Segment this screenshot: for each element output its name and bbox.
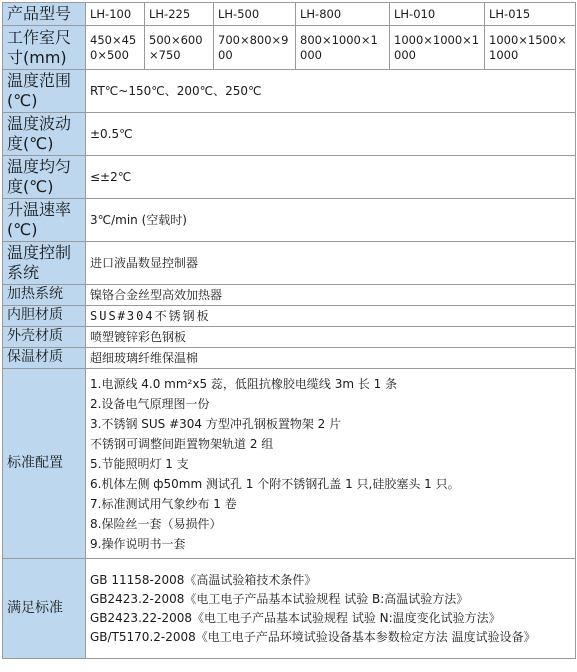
standards-label: 满足标准 bbox=[3, 559, 86, 659]
liner-row bbox=[3, 306, 576, 327]
heating-value: 镍铬合金丝型高效加热器 bbox=[86, 285, 576, 306]
model-label: 产品型号 bbox=[3, 3, 86, 26]
model-cell: LH-500 bbox=[214, 3, 296, 26]
shell-label: 外壳材质 bbox=[3, 327, 86, 348]
list-item: 6.机体左侧 ф50mm 测试孔 1 个附不锈钢孔盖 1 只,硅胶塞头 1 只。 bbox=[90, 476, 460, 491]
spec-table bbox=[2, 2, 576, 659]
list-item: 8.保险丝一套（易损件） bbox=[90, 516, 222, 531]
chamber-size-cell: 1000×1500×1000 bbox=[485, 26, 576, 70]
liner-value: SUS#304不锈钢板 bbox=[86, 306, 576, 327]
list-item: 5.节能照明灯 1 支 bbox=[90, 456, 189, 471]
list-item: GB2423.22-2008《电工电子产品基本试验规程 试验 N:温度变化试验方法》 bbox=[90, 610, 501, 625]
temp-range-value: RT℃~150℃、200℃、250℃ bbox=[86, 70, 576, 113]
temp-fluct-row bbox=[3, 113, 576, 156]
temp-ctrl-value: 进口液晶数显控制器 bbox=[86, 242, 576, 285]
heat-rate-value: 3℃/min (空载时) bbox=[86, 199, 576, 242]
chamber-row bbox=[3, 26, 576, 70]
temp-uniform-value: ≤±2℃ bbox=[86, 156, 576, 199]
heating-row bbox=[3, 285, 576, 306]
list-item: GB 11158-2008《高温试验箱技术条件》 bbox=[90, 572, 317, 587]
insulation-row bbox=[3, 348, 576, 369]
list-item: 3.不锈钢 SUS #304 方型冲孔钢板置物架 2 片 bbox=[90, 416, 342, 431]
shell-row bbox=[3, 327, 576, 348]
list-item: 9.操作说明书一套 bbox=[90, 536, 186, 551]
temp-ctrl-row bbox=[3, 242, 576, 285]
list-item: GB2423.2-2008《电工电子产品基本试验规程 试验 B:高温试验方法》 bbox=[90, 591, 469, 606]
insulation-value: 超细玻璃纤维保温棉 bbox=[86, 348, 576, 369]
list-item: GB/T5170.2-2008《电工电子产品环境试验设备基本参数检定方法 温度试验设备》 bbox=[90, 629, 536, 644]
chamber-size-cell: 800×1000×1000 bbox=[296, 26, 390, 70]
list-item: 7.标准测试用气象纱布 1 卷 bbox=[90, 496, 237, 511]
list-item: 1.电源线 4.0 mm²x5 蕊，低阻抗橡胶电缆线 3m 长 1 条 bbox=[90, 376, 398, 391]
temp-uniform-row bbox=[3, 156, 576, 199]
standard-config-label: 标准配置 bbox=[3, 369, 86, 559]
standards-list bbox=[86, 559, 576, 659]
chamber-label: 工作室尺寸(mm) bbox=[3, 26, 86, 70]
temp-uniform-label: 温度均匀度(℃) bbox=[3, 156, 86, 199]
heat-rate-label: 升温速率(℃) bbox=[3, 199, 86, 242]
chamber-size-cell: 450×450×500 bbox=[86, 26, 145, 70]
standards-row bbox=[3, 559, 576, 659]
insulation-label: 保温材质 bbox=[3, 348, 86, 369]
list-item: 不锈钢可调整间距置物架轨道 2 组 bbox=[90, 436, 274, 451]
model-cell: LH-100 bbox=[86, 3, 145, 26]
liner-label: 内胆材质 bbox=[3, 306, 86, 327]
temp-range-label: 温度范围(℃) bbox=[3, 70, 86, 113]
chamber-size-cell: 1000×1000×1000 bbox=[390, 26, 485, 70]
temp-ctrl-label: 温度控制系统 bbox=[3, 242, 86, 285]
chamber-size-cell: 500×600×750 bbox=[145, 26, 214, 70]
header-row bbox=[3, 3, 576, 26]
standard-config-list bbox=[86, 369, 576, 559]
list-item: 2.设备电气原理图一份 bbox=[90, 396, 210, 411]
model-cell: LH-800 bbox=[296, 3, 390, 26]
temp-fluct-label: 温度波动度(℃) bbox=[3, 113, 86, 156]
temp-range-row bbox=[3, 70, 576, 113]
model-cell: LH-225 bbox=[145, 3, 214, 26]
heat-rate-row bbox=[3, 199, 576, 242]
chamber-size-cell: 700×800×900 bbox=[214, 26, 296, 70]
model-cell: LH-015 bbox=[485, 3, 576, 26]
model-cell: LH-010 bbox=[390, 3, 485, 26]
temp-fluct-value: ±0.5℃ bbox=[86, 113, 576, 156]
heating-label: 加热系统 bbox=[3, 285, 86, 306]
standard-config-row bbox=[3, 369, 576, 559]
shell-value: 喷塑镀锌彩色钢板 bbox=[86, 327, 576, 348]
